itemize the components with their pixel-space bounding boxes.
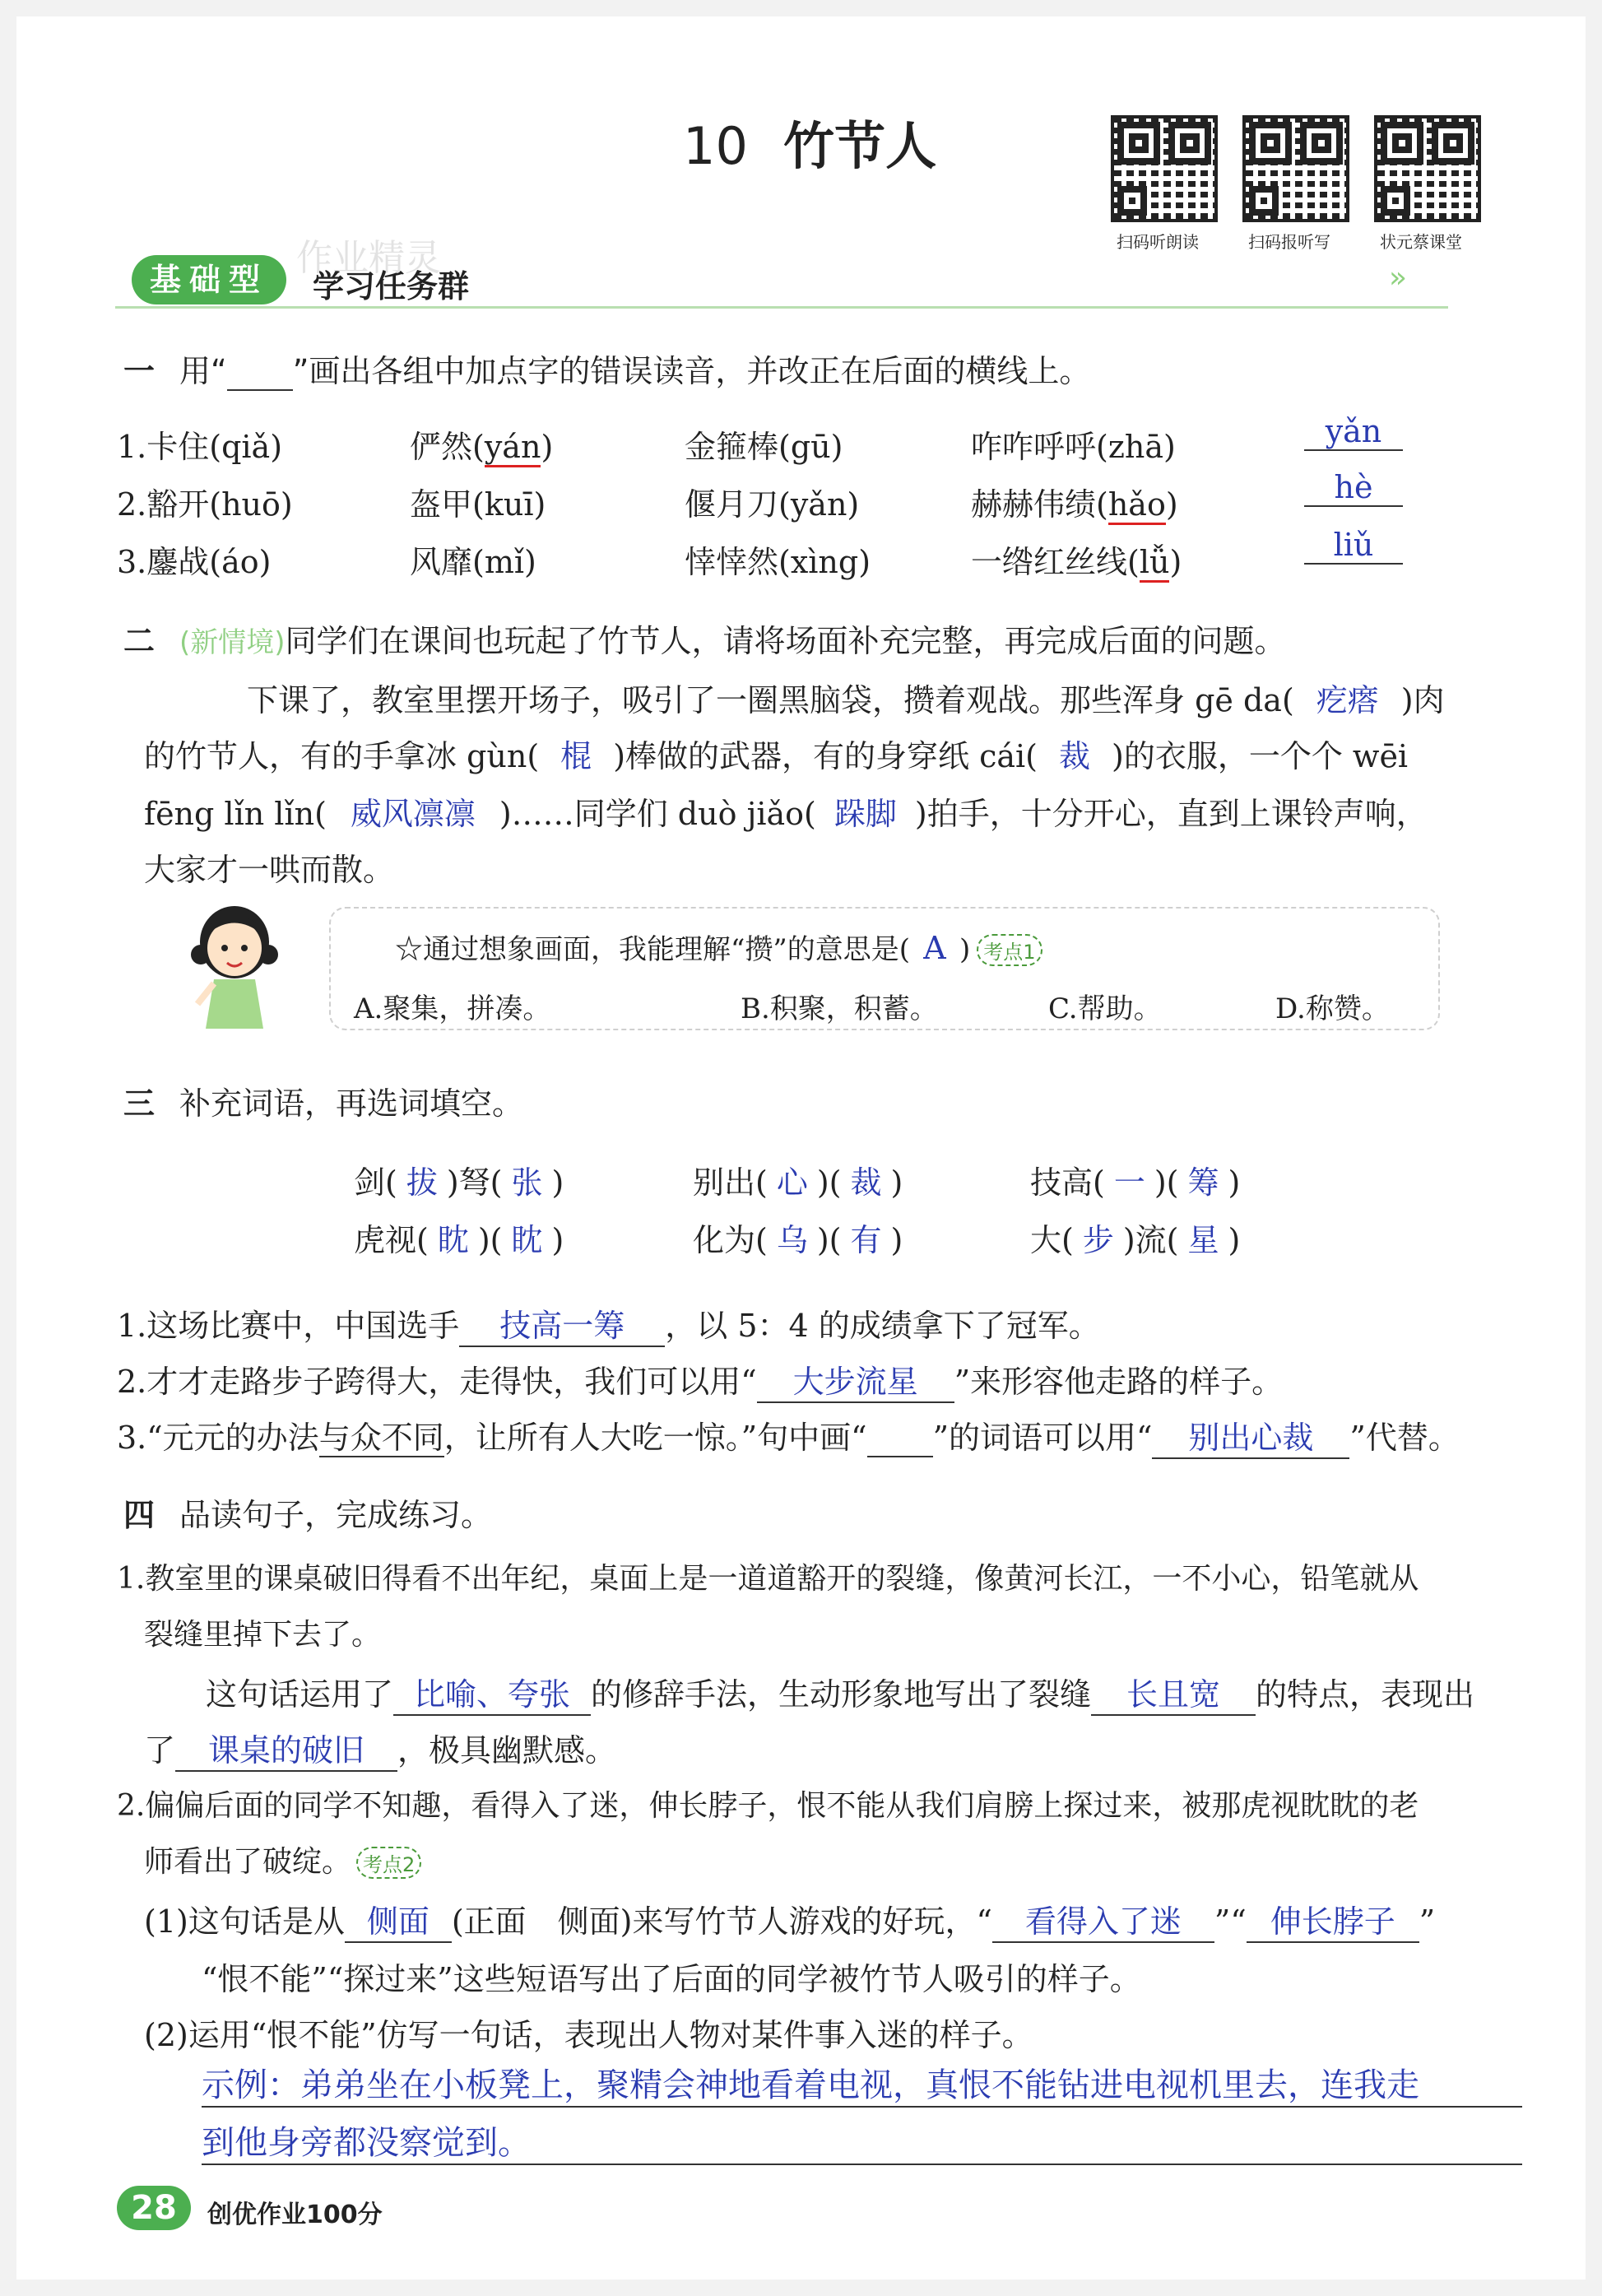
banner-badge: 基础型: [132, 255, 286, 304]
qr-code-dictation[interactable]: [1242, 115, 1349, 222]
s4-q2-line2: 师看出了破绽。 考点2: [144, 1838, 421, 1880]
s4-kaodian-badge: 考点2: [356, 1847, 421, 1879]
s1-r1-answer[interactable]: yǎn: [1304, 413, 1403, 451]
s1-r2-c2: 盔甲(kuī): [410, 486, 546, 523]
s3-instr-text: 补充词语，再选词填空。: [179, 1085, 524, 1122]
s4-q1-line3: 这句话运用了 比喻、夸张 的修辞手法，生动形象地写出了裂缝 长且宽 的特点，表现出: [206, 1669, 1474, 1716]
qr-label-dictation: 扫码报听写: [1248, 232, 1330, 252]
s3-fill-1: 1.这场比赛中，中国选手 技高一筹 ，以 5：4 的成绩拿下了冠军。: [117, 1300, 1100, 1347]
s4-instruction: [123, 1490, 492, 1535]
banner-title: 学习任务群: [313, 268, 470, 304]
s3-number: 三: [123, 1085, 156, 1122]
s1-r3-wrong: lǚ: [1140, 544, 1170, 583]
qr-code-classroom[interactable]: [1374, 115, 1481, 222]
double-chevron-icon: »: [1389, 261, 1408, 295]
s4-q1-answer-3[interactable]: 课桌的破旧: [175, 1725, 397, 1772]
s2-question: ☆通过想象画面，我能理解“攒”的意思是( A ) 考点1: [395, 927, 1042, 967]
s3-fill-3: 3.“元元的办法与众不同，让所有人大吃一惊。”句中画“ ”的词语可以用“ 别出心裁 ”代替。: [117, 1412, 1460, 1459]
s2-question-answer[interactable]: A: [923, 930, 946, 966]
s2-para-line4: 大家才一哄而散。: [144, 852, 395, 888]
s1-r2-c3: 偃月刀(yǎn): [685, 486, 860, 523]
s1-r1-c3: 金箍棒(gū): [685, 429, 843, 465]
s2-instruction: [123, 616, 1286, 661]
s4-q2-line1: 2.偏偏后面的同学不知趣，看得入了迷，伸长脖子，恨不能从我们肩膀上探过来，被那虎视眈眈的老: [117, 1789, 1419, 1823]
s3-instruction: [123, 1078, 523, 1123]
workbook-page: [16, 16, 1586, 2280]
s4-q1-line2: 裂缝里掉下去了。: [144, 1618, 382, 1652]
page-number-badge: [117, 2186, 191, 2230]
s4-q2-1-answer[interactable]: 侧面: [345, 1896, 452, 1943]
footer-brand: 创优作业100分: [207, 2201, 383, 2229]
s4-instr-text: 品读句子，完成练习。: [179, 1497, 493, 1533]
s2-instr-text: 同学们在课间也玩起了竹节人，请将场面补充完整，再完成后面的问题。: [285, 623, 1286, 659]
s2-option-c[interactable]: C.帮助。: [1048, 992, 1162, 1025]
qr-label-classroom: 状元蔡课堂: [1380, 232, 1462, 252]
s1-r2-answer[interactable]: hè: [1304, 469, 1403, 507]
s3-fill-2-answer[interactable]: 大步流星: [757, 1356, 954, 1403]
qr-code-listen[interactable]: [1111, 115, 1218, 222]
s1-r2-c1: 2.豁开(huō): [117, 486, 293, 523]
s1-r3-c3: 悻悻然(xìng): [685, 544, 871, 580]
s2-answer-4[interactable]: 威风凛凛: [350, 796, 476, 832]
s2-kaodian-badge: 考点1: [977, 934, 1042, 966]
s2-number: 二: [123, 623, 156, 659]
s4-q2-2-answer-line2[interactable]: [202, 2117, 1522, 2165]
s4-number: 四: [123, 1497, 156, 1533]
s4-q2-1-answer-2[interactable]: 看得入了迷: [992, 1896, 1214, 1943]
s1-blank-sample: [227, 353, 293, 391]
s4-q2-1-answer-3[interactable]: 伸长脖子: [1247, 1896, 1419, 1943]
s1-r3-c2: 风靡(mǐ): [410, 544, 536, 580]
s1-instr-b: ”画出各组中加点字的错误读音，并改正在后面的横线上。: [292, 353, 1091, 389]
s4-q1-line1: 1.教室里的课桌破旧得看不出年纪，桌面上是一道道豁开的裂缝，像黄河长江，一不小心，铅笔就从: [117, 1562, 1419, 1596]
s4-q1-line4: 了 课桌的破旧 ，极具幽默感。: [144, 1725, 616, 1772]
s4-q2-2-answer-text-1: 示例：弟弟坐在小板凳上，聚精会神地看着电视，真恨不能钻进电视机里去，连我走: [202, 2066, 1419, 2104]
page-number: 28: [131, 2189, 177, 2227]
s2-para-line3: fēng lǐn lǐn( 威风凛凛 )……同学们 duò jiǎo( 跺脚 )拍手，十分开心，直到上课铃声响，: [144, 788, 1428, 834]
s3-fill-1-answer[interactable]: 技高一筹: [459, 1300, 665, 1347]
s1-r1-c4: 咋咋呼呼(zhā): [971, 429, 1176, 465]
s1-r1-wrong: yán: [485, 429, 541, 467]
s1-instruction: [123, 346, 1090, 391]
s2-answer-1[interactable]: 疙瘩: [1316, 682, 1379, 718]
s2-option-a[interactable]: A.聚集，拼凑。: [354, 992, 551, 1025]
girl-illustration: [189, 897, 280, 1037]
qr-label-listen: 扫码听朗读: [1117, 232, 1199, 252]
s3-idiom-r1-3: 技高( 一 )( 筹 ): [1030, 1164, 1241, 1201]
s1-r3-answer[interactable]: liǔ: [1304, 527, 1403, 565]
s3-fill-2: 2.才才走路步子跨得大，走得快，我们可以用“ 大步流星 ”来形容他走路的样子。: [117, 1356, 1283, 1403]
s2-para-line1: 下课了，教室里摆开场子，吸引了一圈黑脑袋，攒着观战。那些浑身 gē da( 疙瘩 )肉: [247, 675, 1445, 720]
s4-q2-2-answer-text-2: 到他身旁都没察觉到。: [202, 2124, 531, 2162]
s4-q2-2-answer-line1[interactable]: [202, 2059, 1522, 2108]
s4-q1-answer-1[interactable]: 比喻、夸张: [393, 1669, 591, 1716]
s2-answer-5[interactable]: 跺脚: [834, 796, 897, 832]
s2-tag: (新情境): [179, 626, 286, 659]
s2-option-b[interactable]: B.积聚，积蓄。: [741, 992, 938, 1025]
s1-r1-c1: 1.卡住(qiǎ): [117, 429, 283, 465]
s4-q2-1-line2: “恨不能”“探过来”这些短语写出了后面的同学被竹节人吸引的样子。: [202, 1961, 1141, 1997]
s4-q2-1-line1: (1)这句话是从 侧面 (正面 侧面)来写竹节人游戏的好玩，“ 看得入了迷 ”“ 伸长脖子 ”: [144, 1896, 1435, 1943]
lesson-title: [683, 105, 936, 179]
s1-r2-wrong: hǎo: [1108, 486, 1166, 525]
s2-option-d[interactable]: D.称赞。: [1275, 992, 1390, 1025]
s2-answer-2[interactable]: 棍: [560, 738, 592, 774]
lesson-name: 竹节人: [783, 116, 937, 176]
s2-para-line2: 的竹节人，有的手拿冰 gùn( 棍 )棒做的武器，有的身穿纸 cái( 裁 )的衣服，一个个 wēi: [144, 731, 1408, 776]
s1-r2-c4: 赫赫伟绩(hǎo): [971, 479, 1178, 524]
s3-fill-3-answer[interactable]: 别出心裁: [1152, 1412, 1349, 1459]
s3-idiom-r1-2: 别出( 心 )( 裁 ): [693, 1164, 903, 1201]
s1-r1-c2: 俨然(yán): [410, 421, 553, 467]
s3-idiom-r2-2: 化为( 乌 )( 有 ): [693, 1222, 903, 1258]
s1-r3-c1: 3.鏖战(áo): [117, 544, 272, 580]
watermark: 作业精灵: [296, 237, 441, 279]
s4-q1-answer-2[interactable]: 长且宽: [1091, 1669, 1256, 1716]
s1-r3-c4: 一绺红丝线(lǚ): [971, 537, 1182, 582]
lesson-number: 10: [683, 116, 748, 176]
s1-instr-a: 用“: [179, 353, 227, 389]
s2-answer-3[interactable]: 裁: [1059, 738, 1091, 774]
s1-number: 一: [123, 353, 156, 389]
s3-idiom-r2-3: 大( 步 )流( 星 ): [1030, 1222, 1241, 1258]
s4-q2-2-prompt: (2)运用“恨不能”仿写一句话，表现出人物对某件事入迷的样子。: [144, 2017, 1033, 2053]
s3-idiom-r2-1: 虎视( 眈 )( 眈 ): [354, 1222, 564, 1258]
s3-idiom-r1-1: 剑( 拔 )弩( 张 ): [354, 1164, 564, 1201]
